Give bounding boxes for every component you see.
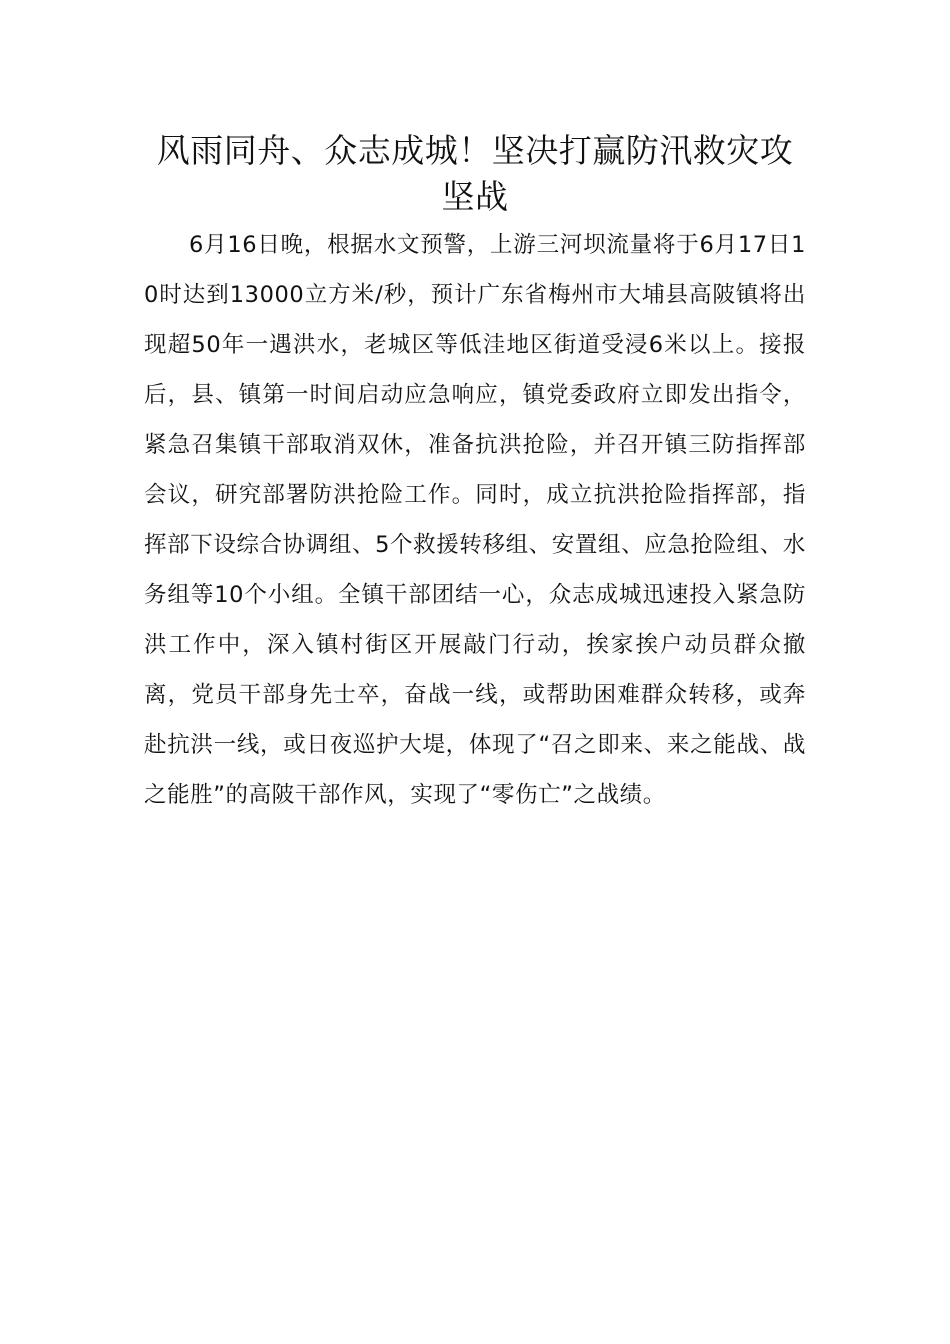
document-content bbox=[144, 128, 806, 820]
body-paragraph: 6月16日晚，根据水文预警，上游三河坝流量将于6月17日10时达到13000立方米/秒，预计广东省梅州市大埔县高陂镇将出现超50年一遇洪水，老城区等低洼地区街道受浸6米以上。接报后，县、镇第一时间启动应急响应，镇党委政府立即发出指令，紧急召集镇干部取消双休，准备抗洪抢险，并召开镇三防指挥部会议，研究部署防洪抢险工作。同时，成立抗洪抢险指挥部，指挥部下设综合协调组、5个救援转移组、安置组、应急抢险组、水务组等10个小组。全镇干部团结一心，众志成城迅速投入紧急防洪工作中，深入镇村街区开展敲门行动，挨家挨户动员群众撤离，党员干部身先士卒，奋战一线，或帮助困难群众转移，或奔赴抗洪一线，或日夜巡护大堤，体现了“召之即来、来之能战、战之能胜”的高陂干部作风，实现了“零伤亡”之战绩。 bbox=[144, 232, 806, 808]
document-title: 风雨同舟、众志成城！坚决打赢防汛救灾攻坚战 bbox=[156, 131, 794, 216]
